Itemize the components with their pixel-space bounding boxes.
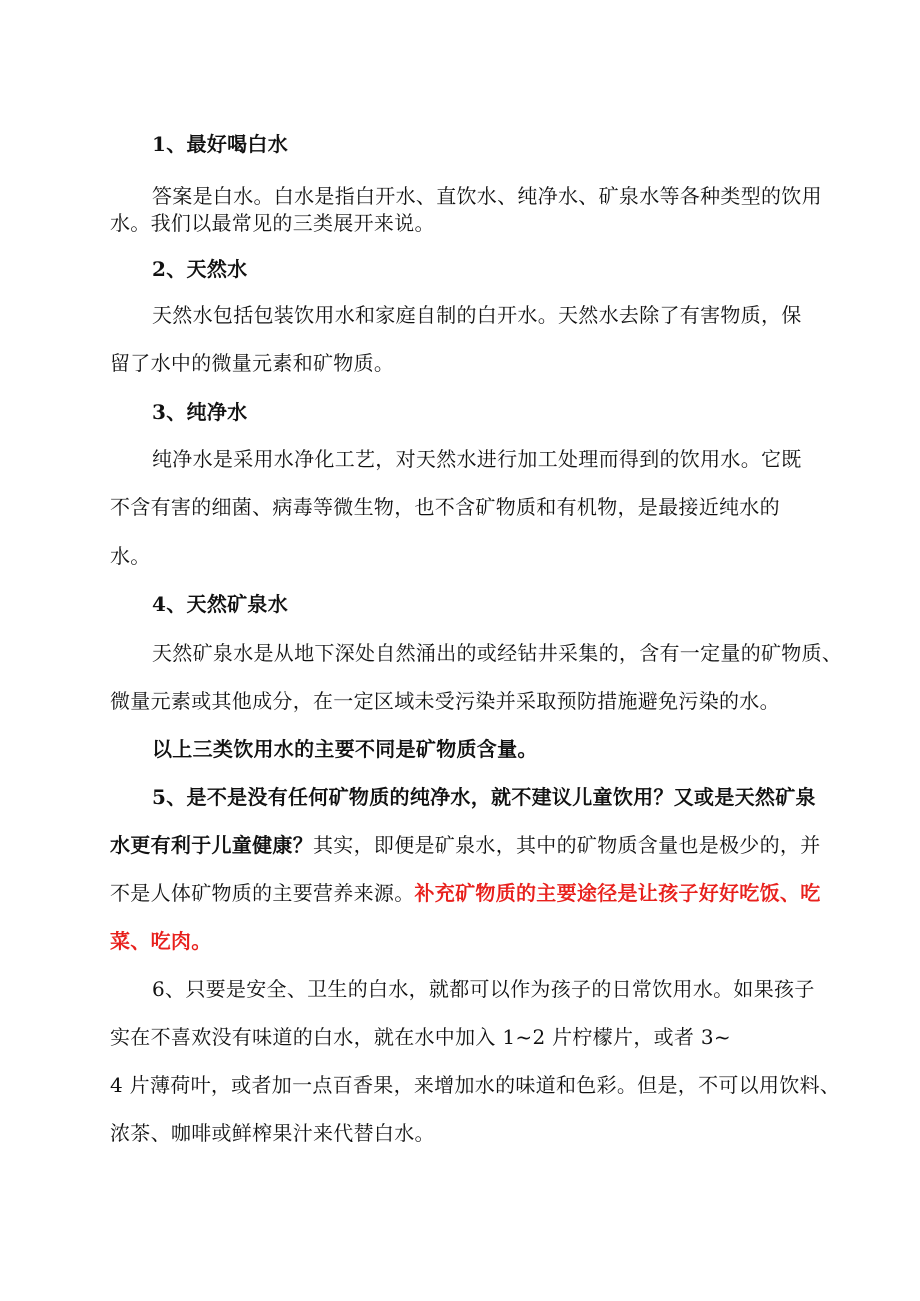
- paragraph-6-line-2: 实在不喜欢没有味道的白水，就在水中加入 1~2 片柠檬片，或者 3~: [110, 1025, 731, 1049]
- heading-3: 3、纯净水: [152, 400, 248, 424]
- paragraph-4-line-1: 天然矿泉水是从地下深处自然涌出的或经钻井采集的，含有一定量的矿物质、: [152, 641, 843, 665]
- paragraph-1-line-1: 答案是白水。白水是指白开水、直饮水、纯净水、矿泉水等各种类型的饮用: [152, 184, 822, 208]
- paragraph-3-line-3: 水。: [110, 544, 151, 568]
- paragraph-1-line-2: 水。我们以最常见的三类展开来说。: [110, 211, 435, 235]
- paragraph-5-line-3: [110, 881, 821, 905]
- paragraph-5-highlight: 补充矿物质的主要途径是让孩子好好吃饭、吃: [414, 881, 821, 905]
- heading-1: 1、最好喝白水: [152, 132, 289, 156]
- paragraph-5-answer-cont: 不是人体矿物质的主要营养来源。: [110, 881, 415, 905]
- heading-4: 4、天然矿泉水: [152, 592, 289, 616]
- paragraph-6-line-1: 6、只要是安全、卫生的白水，就都可以作为孩子的日常饮用水。如果孩子: [152, 977, 815, 1001]
- summary-line: 以上三类饮用水的主要不同是矿物质含量。: [152, 737, 538, 761]
- paragraph-5-question: 水更有利于儿童健康？: [110, 833, 313, 857]
- paragraph-5-highlight-cont: 菜、吃肉。: [110, 929, 212, 953]
- paragraph-6-line-4: 浓茶、咖啡或鲜榨果汁来代替白水。: [110, 1121, 435, 1145]
- paragraph-2-line-2: 留了水中的微量元素和矿物质。: [110, 351, 395, 375]
- paragraph-6-line-3: 4 片薄荷叶，或者加一点百香果，来增加水的味道和色彩。但是，不可以用饮料、: [110, 1073, 841, 1097]
- paragraph-3-line-1: 纯净水是采用水净化工艺，对天然水进行加工处理而得到的饮用水。它既: [152, 447, 802, 471]
- paragraph-2-line-1: 天然水包括包装饮用水和家庭自制的白开水。天然水去除了有害物质，保: [152, 303, 802, 327]
- paragraph-5-line-2: [110, 833, 821, 857]
- heading-2: 2、天然水: [152, 257, 248, 281]
- paragraph-5-line-1: 5、是不是没有任何矿物质的纯净水，就不建议儿童饮用？又或是天然矿泉: [152, 785, 816, 809]
- paragraph-3-line-2: 不含有害的细菌、病毒等微生物，也不含矿物质和有机物，是最接近纯水的: [110, 495, 780, 519]
- paragraph-5-answer: 其实，即便是矿泉水，其中的矿物质含量也是极少的，并: [313, 833, 821, 857]
- paragraph-4-line-2: 微量元素或其他成分，在一定区域未受污染并采取预防措施避免污染的水。: [110, 689, 780, 713]
